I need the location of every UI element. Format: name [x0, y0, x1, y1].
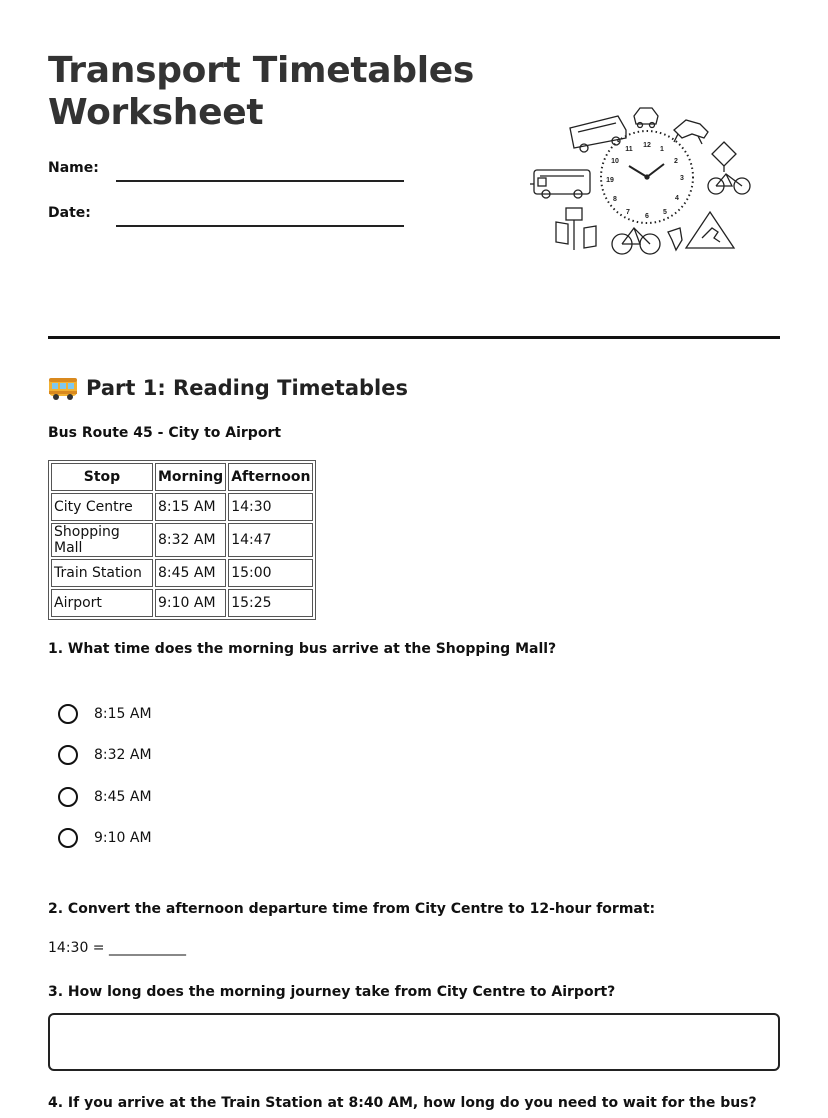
question-1: 1. What time does the morning bus arrive at the Shopping Mall?: [48, 641, 557, 657]
radio-button[interactable]: [58, 828, 78, 848]
table-cell: 8:32 AM: [155, 523, 226, 557]
question-4: 4. If you arrive at the Train Station at 8:40 AM, how long do you need to wait for the bus?: [48, 1095, 757, 1111]
table-row: [51, 523, 313, 557]
question-3: 3. How long does the morning journey take from City Centre to Airport?: [48, 984, 616, 1000]
road-sign-icon: [712, 142, 736, 172]
section-divider: [48, 336, 780, 339]
table-row: [51, 589, 313, 617]
question-2: 2. Convert the afternoon departure time from City Centre to 12-hour format:: [48, 901, 656, 917]
title-line-1: Transport Timetables: [48, 50, 474, 91]
table-cell: City Centre: [51, 493, 153, 521]
q2-answer-blank[interactable]: 14:30 = ___________: [48, 940, 186, 956]
q1-option-4[interactable]: [58, 828, 152, 848]
clock-number: 7: [626, 209, 630, 216]
route-caption: Bus Route 45 - City to Airport: [48, 425, 282, 441]
clock-number: 8: [613, 196, 617, 203]
table-row: [51, 493, 313, 521]
table-cell: 14:47: [228, 523, 313, 557]
option-label: 8:32 AM: [94, 747, 152, 763]
clock-number: 10: [611, 158, 619, 165]
table-cell: 8:45 AM: [155, 559, 226, 587]
bus-icon: [48, 374, 78, 402]
column-header: Stop: [51, 463, 153, 491]
part1-heading-text: Part 1: Reading Timetables: [86, 376, 408, 400]
transport-clock-illustration: [528, 104, 758, 264]
date-field[interactable]: [116, 225, 404, 227]
radio-button[interactable]: [58, 704, 78, 724]
bus-icon: [530, 170, 590, 198]
option-label: 8:45 AM: [94, 789, 152, 805]
van-icon: [570, 116, 626, 152]
q1-option-1[interactable]: [58, 704, 152, 724]
signpost-icon: [556, 208, 596, 250]
part1-heading: [48, 374, 408, 402]
table-cell: Train Station: [51, 559, 153, 587]
timetable: [48, 460, 316, 620]
worksheet-title: [48, 50, 474, 134]
table-header-row: [51, 463, 313, 491]
table-cell: Shopping Mall: [51, 523, 153, 557]
car-icon: [634, 108, 658, 128]
clock-number: 3: [680, 175, 684, 182]
q3-answer-box[interactable]: [48, 1013, 780, 1071]
column-header: Afternoon: [228, 463, 313, 491]
table-cell: 9:10 AM: [155, 589, 226, 617]
clock-number: 5: [663, 209, 667, 216]
table-cell: 8:15 AM: [155, 493, 226, 521]
clock-number: 2: [674, 158, 678, 165]
q1-option-3[interactable]: [58, 787, 152, 807]
table-cell: 14:30: [228, 493, 313, 521]
clock-number: 11: [625, 146, 633, 153]
q1-option-2[interactable]: [58, 745, 152, 765]
name-field[interactable]: [116, 180, 404, 182]
table-cell: 15:25: [228, 589, 313, 617]
table-row: [51, 559, 313, 587]
column-header: Morning: [155, 463, 226, 491]
option-label: 8:15 AM: [94, 706, 152, 722]
radio-button[interactable]: [58, 745, 78, 765]
clock-number: 1: [660, 146, 664, 153]
horse-icon: [674, 120, 708, 144]
cactus-sign-icon: [668, 228, 682, 250]
bicycle-icon: [708, 174, 750, 194]
kangaroo-sign-icon: [686, 212, 734, 248]
clock-number: 12: [643, 142, 651, 149]
title-line-2: Worksheet: [48, 92, 264, 133]
table-cell: 15:00: [228, 559, 313, 587]
bicycle-icon: [612, 228, 660, 254]
name-label: Name:: [48, 160, 99, 176]
radio-button[interactable]: [58, 787, 78, 807]
date-label: Date:: [48, 205, 91, 221]
clock-number: 6: [645, 213, 649, 220]
clock-number: 4: [675, 195, 679, 202]
clock-number: 19: [606, 177, 614, 184]
table-cell: Airport: [51, 589, 153, 617]
option-label: 9:10 AM: [94, 830, 152, 846]
